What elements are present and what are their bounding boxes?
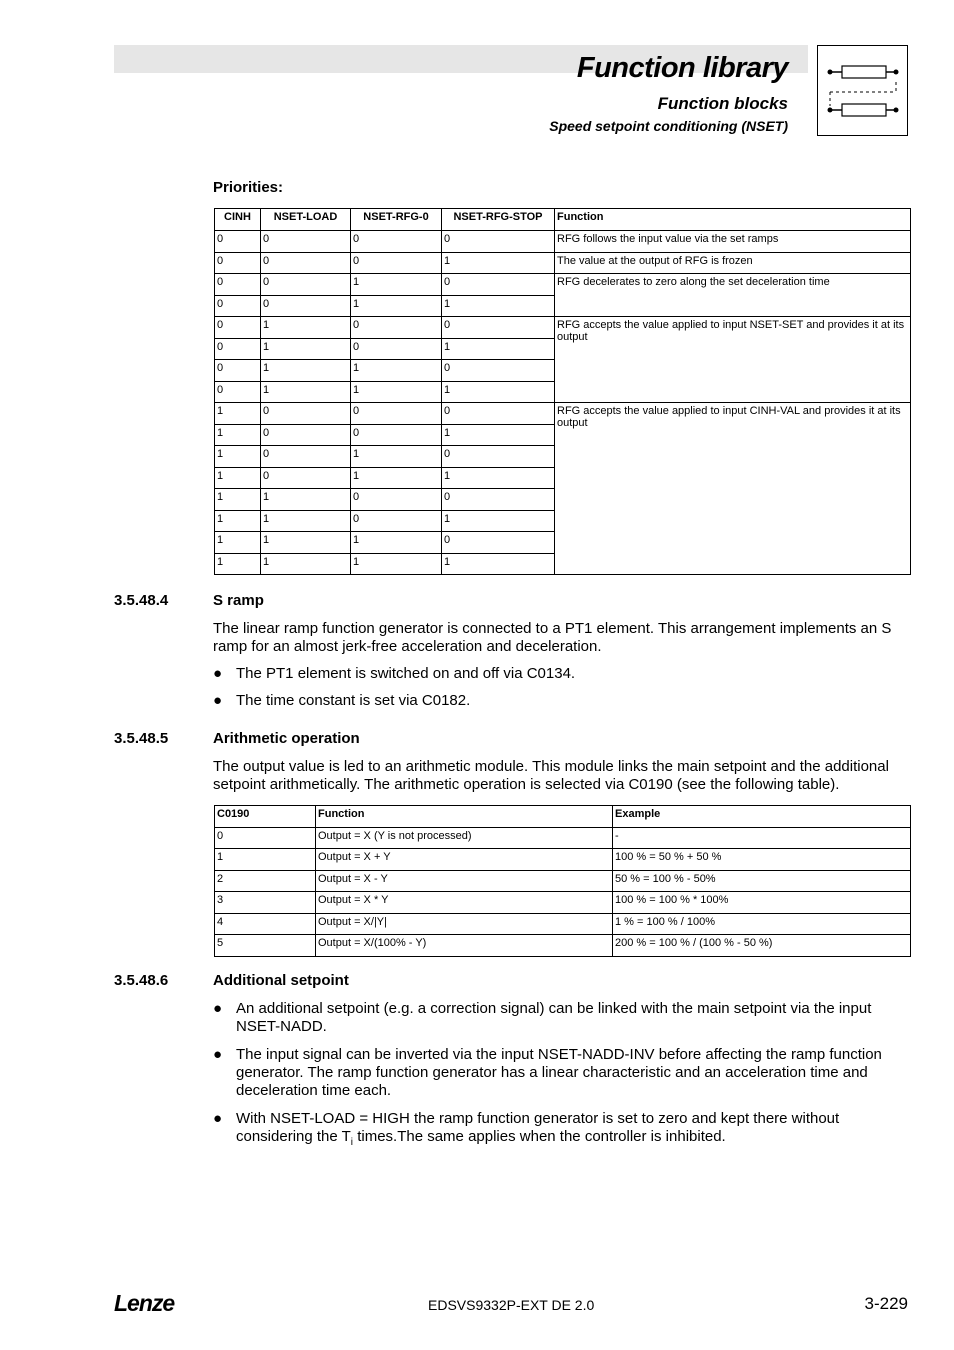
function-cell: RFG accepts the value applied to input NSET-SET and provides it at its output [555, 317, 911, 403]
table-cell: 1 [215, 403, 261, 425]
bullet-icon: ● [213, 1046, 223, 1063]
section-number: 3.5.48.4 [114, 592, 169, 609]
page-subtitle: Function blocks [657, 94, 788, 113]
bullet-icon: ● [213, 1110, 223, 1127]
table-cell: 1 [351, 554, 442, 575]
section-title: Additional setpoint [213, 972, 349, 989]
page-title: Function library [576, 52, 788, 84]
table-cell: 1 [215, 489, 261, 511]
table-cell: 0 [261, 468, 351, 489]
table-cell: 0 [442, 489, 555, 511]
table-cell: 200 % = 100 % / (100 % - 50 %) [613, 935, 911, 957]
table-cell: 0 [442, 532, 555, 554]
table-cell: 0 [351, 511, 442, 532]
table-cell: 1 [261, 532, 351, 554]
table-row [215, 892, 911, 914]
function-cell: RFG accepts the value applied to input CINH-VAL and provides it at its output [555, 403, 911, 575]
table-cell: 0 [215, 360, 261, 382]
table-cell: 0 [442, 403, 555, 425]
table-cell: - [613, 828, 911, 849]
column-header: NSET-LOAD [261, 209, 351, 231]
table-cell: 50 % = 100 % - 50% [613, 871, 911, 892]
table-cell: 0 [351, 403, 442, 425]
table-cell: 0 [215, 274, 261, 296]
list-item [213, 1046, 913, 1100]
table-row [215, 914, 911, 935]
table-cell: 0 [261, 296, 351, 317]
table-cell: 5 [215, 935, 316, 957]
list-item-text [236, 1110, 913, 1152]
table-cell: 1 [215, 849, 316, 871]
column-header: Function [555, 209, 911, 231]
table-cell: 1 [351, 382, 442, 403]
table-cell: 1 [351, 360, 442, 382]
table-cell: Output = X + Y [316, 849, 613, 871]
table-row [215, 871, 911, 892]
function-cell: The value at the output of RFG is frozen [555, 253, 911, 274]
table-cell: 0 [215, 317, 261, 339]
table-cell: 1 % = 100 % / 100% [613, 914, 911, 935]
table-cell: 1 [351, 446, 442, 468]
table-header-row [215, 209, 911, 231]
table-cell: 1 [261, 554, 351, 575]
page-number: 3-229 [864, 1294, 908, 1313]
table-cell: 1 [442, 554, 555, 575]
table-row [215, 231, 911, 253]
column-header: Example [613, 806, 911, 828]
table-cell: 0 [442, 274, 555, 296]
table-cell: 100 % = 50 % + 50 % [613, 849, 911, 871]
table-row [215, 935, 911, 957]
table-cell: 0 [442, 231, 555, 253]
table-cell: Output = X (Y is not processed) [316, 828, 613, 849]
table-cell: 0 [351, 339, 442, 360]
table-cell: 0 [351, 317, 442, 339]
arithmetic-table [214, 805, 911, 957]
table-row [215, 317, 911, 339]
table-cell: 0 [261, 253, 351, 274]
bullet-icon: ● [213, 665, 223, 682]
table-cell: 1 [351, 296, 442, 317]
table-row [215, 849, 911, 871]
section-title: S ramp [213, 592, 264, 609]
table-row [215, 253, 911, 274]
document-id: EDSVS9332P-EXT DE 2.0 [428, 1297, 595, 1313]
table-cell: 100 % = 100 % * 100% [613, 892, 911, 914]
bullet-icon: ● [213, 1000, 223, 1017]
list-item-text: An additional setpoint (e.g. a correction signal) can be linked with the main setpoint via the input NSET-NADD. [236, 1000, 872, 1035]
subscript: i [350, 1137, 354, 1148]
list-item [213, 1110, 913, 1152]
table-cell: 1 [442, 253, 555, 274]
table-cell: 0 [261, 446, 351, 468]
section-title: Arithmetic operation [213, 730, 360, 747]
table-cell: Output = X - Y [316, 871, 613, 892]
column-header: Function [316, 806, 613, 828]
table-cell: 1 [261, 489, 351, 511]
table-cell: 0 [215, 231, 261, 253]
function-block-icon [817, 45, 908, 136]
table-cell: 0 [261, 231, 351, 253]
table-cell: 0 [261, 425, 351, 446]
table-cell: 2 [215, 871, 316, 892]
list-item [213, 692, 913, 710]
priorities-table [214, 208, 911, 575]
table-cell: 0 [351, 231, 442, 253]
priorities-label: Priorities: [213, 179, 284, 196]
table-cell: 0 [351, 425, 442, 446]
table-cell: 1 [351, 274, 442, 296]
table-row [215, 274, 911, 296]
table-row [215, 828, 911, 849]
list-item-text-part: times.The same applies when the controller is inhibited. [353, 1128, 726, 1145]
table-cell: 1 [261, 339, 351, 360]
table-cell: 0 [215, 253, 261, 274]
page-section-title: Speed setpoint conditioning (NSET) [549, 118, 788, 134]
table-cell: Output = X/|Y| [316, 914, 613, 935]
table-cell: 1 [261, 382, 351, 403]
table-cell: 1 [442, 468, 555, 489]
table-cell: 0 [215, 828, 316, 849]
table-cell: 0 [261, 274, 351, 296]
column-header: C0190 [215, 806, 316, 828]
table-cell: 0 [442, 446, 555, 468]
table-cell: 0 [351, 253, 442, 274]
table-cell: 1 [351, 468, 442, 489]
table-row [215, 403, 911, 425]
function-cell: RFG decelerates to zero along the set deceleration time [555, 274, 911, 317]
table-cell: 1 [215, 532, 261, 554]
table-cell: 1 [261, 317, 351, 339]
table-cell: 1 [261, 360, 351, 382]
paragraph: The linear ramp function generator is connected to a PT1 element. This arrangement implements an S ramp for an almost jerk-free acceleration and deceleration. [213, 620, 892, 655]
table-cell: 1 [215, 446, 261, 468]
column-header: NSET-RFG-STOP [442, 209, 555, 231]
paragraph: The output value is led to an arithmetic module. This module links the main setpoint and the additional setpoint arithmetically. The arithmetic operation is selected via C0190 (see the following table). [213, 758, 889, 793]
table-cell: Output = X * Y [316, 892, 613, 914]
table-cell: 1 [215, 554, 261, 575]
brand-logo: Lenze [114, 1290, 175, 1316]
table-cell: 4 [215, 914, 316, 935]
table-cell: 1 [351, 532, 442, 554]
table-cell: 0 [351, 489, 442, 511]
table-cell: 1 [442, 382, 555, 403]
table-cell: 1 [442, 425, 555, 446]
table-cell: 1 [215, 425, 261, 446]
section-number: 3.5.48.6 [114, 972, 169, 989]
table-cell: 1 [261, 511, 351, 532]
table-cell: 0 [215, 339, 261, 360]
column-header: NSET-RFG-0 [351, 209, 442, 231]
table-cell: 1 [215, 468, 261, 489]
section-number: 3.5.48.5 [114, 730, 169, 747]
table-cell: 1 [442, 339, 555, 360]
column-header: CINH [215, 209, 261, 231]
table-cell: 0 [215, 382, 261, 403]
table-cell: 0 [261, 403, 351, 425]
table-cell: 1 [442, 296, 555, 317]
table-cell: 0 [215, 296, 261, 317]
table-cell: 1 [215, 511, 261, 532]
list-item [213, 1000, 913, 1036]
list-item-text: The time constant is set via C0182. [236, 692, 471, 709]
list-item-text: The PT1 element is switched on and off via C0134. [236, 665, 576, 682]
table-cell: 3 [215, 892, 316, 914]
table-cell: 0 [442, 317, 555, 339]
function-cell: RFG follows the input value via the set ramps [555, 231, 911, 253]
list-item [213, 665, 913, 683]
list-item-text: The input signal can be inverted via the input NSET-NADD-INV before affecting the ramp function generator. The ramp function generator has a linear characteristic and an acceleration time and deceleration time each. [236, 1046, 882, 1099]
table-header-row [215, 806, 911, 828]
bullet-icon: ● [213, 692, 223, 709]
list-item-text-part: With NSET-LOAD = HIGH the ramp function generator is set to zero and kept there without considering the T [236, 1110, 840, 1145]
table-cell: 0 [442, 360, 555, 382]
table-cell: 1 [442, 511, 555, 532]
table-cell: Output = X/(100% - Y) [316, 935, 613, 957]
